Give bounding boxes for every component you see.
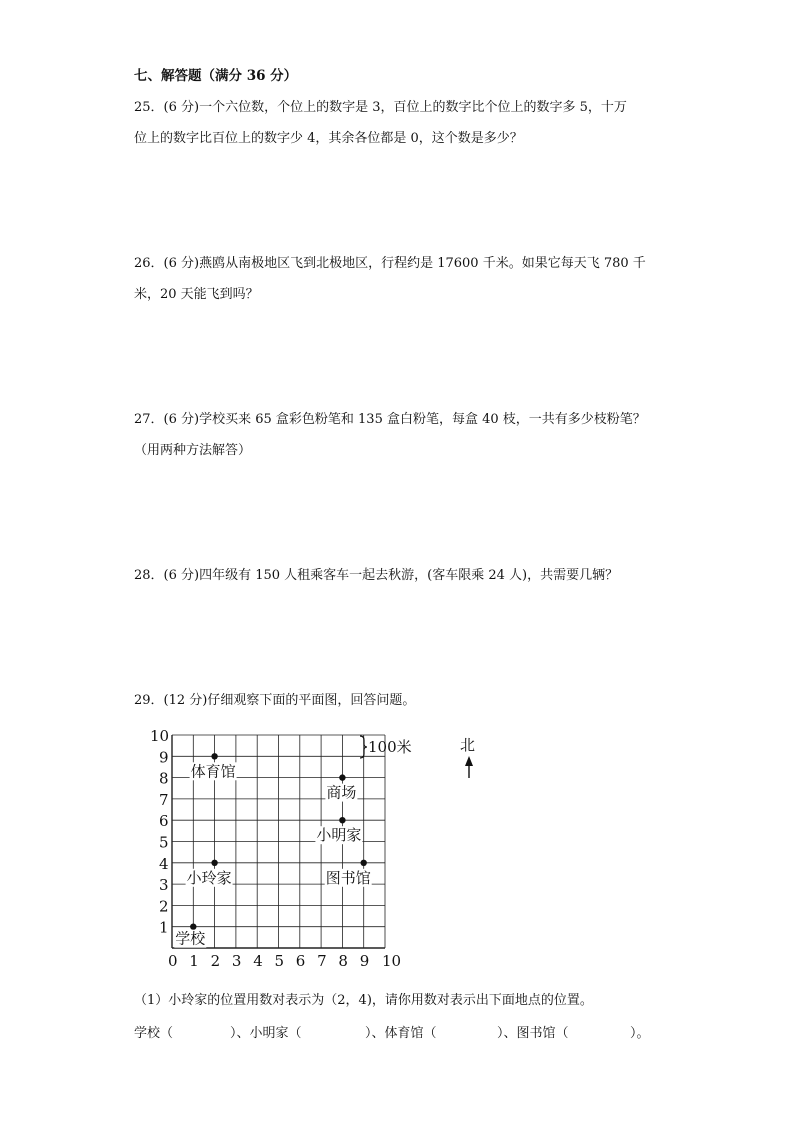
map-point-label: 小玲家 [186, 868, 232, 887]
answer-library: ）、图书馆（ [497, 1026, 569, 1041]
y-tick-label: 7 [159, 790, 169, 809]
y-axis-ticks [150, 727, 169, 937]
y-tick-label: 5 [159, 833, 169, 852]
x-tick-label: 1 [189, 952, 199, 970]
question-29-sub1: （1）小玲家的位置用数对表示为（2，4)，请你用数对表示出下面地点的位置。 [134, 993, 593, 1008]
scale-label: 100米 [368, 738, 412, 756]
y-tick-label: 4 [159, 854, 169, 873]
x-axis-ticks [168, 952, 401, 970]
question-28-line1: 28．(6 分)四年级有 150 人租乘客车一起去秋游，(客车限乘 24 人)，共需要几辆？ [134, 568, 619, 583]
question-25-line2: 位上的数字比百位上的数字少 4，其余各位都是 0，这个数是多少？ [134, 131, 523, 146]
x-tick-label: 8 [338, 952, 348, 970]
map-point-dot [339, 817, 345, 823]
coordinate-grid-map [150, 726, 490, 970]
question-26-line2: 米，20 天能飞到吗？ [134, 287, 259, 302]
answer-school: 学校（ [134, 1026, 174, 1041]
y-tick-label: 10 [150, 727, 170, 745]
map-point-label: 图书馆 [325, 868, 371, 887]
question-25-line1: 25．(6 分)一个六位数，个位上的数字是 3，百位上的数字比个位上的数字多 5，十万 [134, 100, 627, 115]
x-tick-label: 6 [295, 952, 306, 970]
x-tick-label: 4 [253, 952, 263, 970]
y-tick-label: 9 [159, 748, 169, 767]
answer-end: ）。 [630, 1026, 650, 1041]
x-tick-label: 7 [317, 952, 327, 970]
question-27-line1: 27．(6 分)学校买来 65 盒彩色粉笔和 135 盒白粉笔，每盒 40 枝，一共有多少枝粉笔？ [134, 412, 646, 427]
map-point-label: 体育馆 [190, 762, 236, 781]
y-tick-label: 1 [159, 918, 169, 937]
answer-xiaoming-home: ）、小明家（ [230, 1026, 302, 1041]
map-point-dot [361, 860, 367, 866]
answer-gym: ）、体育馆（ [365, 1026, 437, 1041]
map-point-label: 商场 [326, 783, 357, 802]
question-29-line1: 29．(12 分)仔细观察下面的平面图，回答问题。 [134, 693, 416, 708]
y-tick-label: 2 [159, 897, 169, 916]
north-label: 北 [460, 736, 476, 754]
x-tick-label: 2 [210, 952, 221, 970]
x-tick-label: 9 [359, 952, 370, 970]
map-point-dot [211, 860, 217, 866]
question-26-line1: 26．(6 分)燕鸥从南极地区飞到北极地区，行程约是 17600 千米。如果它每天飞 780 千 [134, 256, 646, 271]
map-point-label: 学校 [175, 929, 206, 948]
map-point-dot [211, 753, 217, 759]
y-tick-label: 8 [159, 769, 169, 788]
y-tick-label: 6 [159, 812, 169, 831]
question-27-line2: （用两种方法解答） [134, 443, 252, 458]
y-tick-label: 3 [159, 876, 169, 895]
x-tick-label: 0 [168, 952, 178, 970]
north-arrow-icon [465, 756, 473, 778]
map-point-dot [339, 774, 345, 780]
section-title: 七、解答题（满分 36 分） [134, 68, 298, 84]
x-tick-label: 10 [382, 952, 402, 970]
x-tick-label: 5 [274, 952, 285, 970]
x-tick-label: 3 [231, 952, 242, 970]
map-point-label: 小明家 [316, 826, 362, 845]
